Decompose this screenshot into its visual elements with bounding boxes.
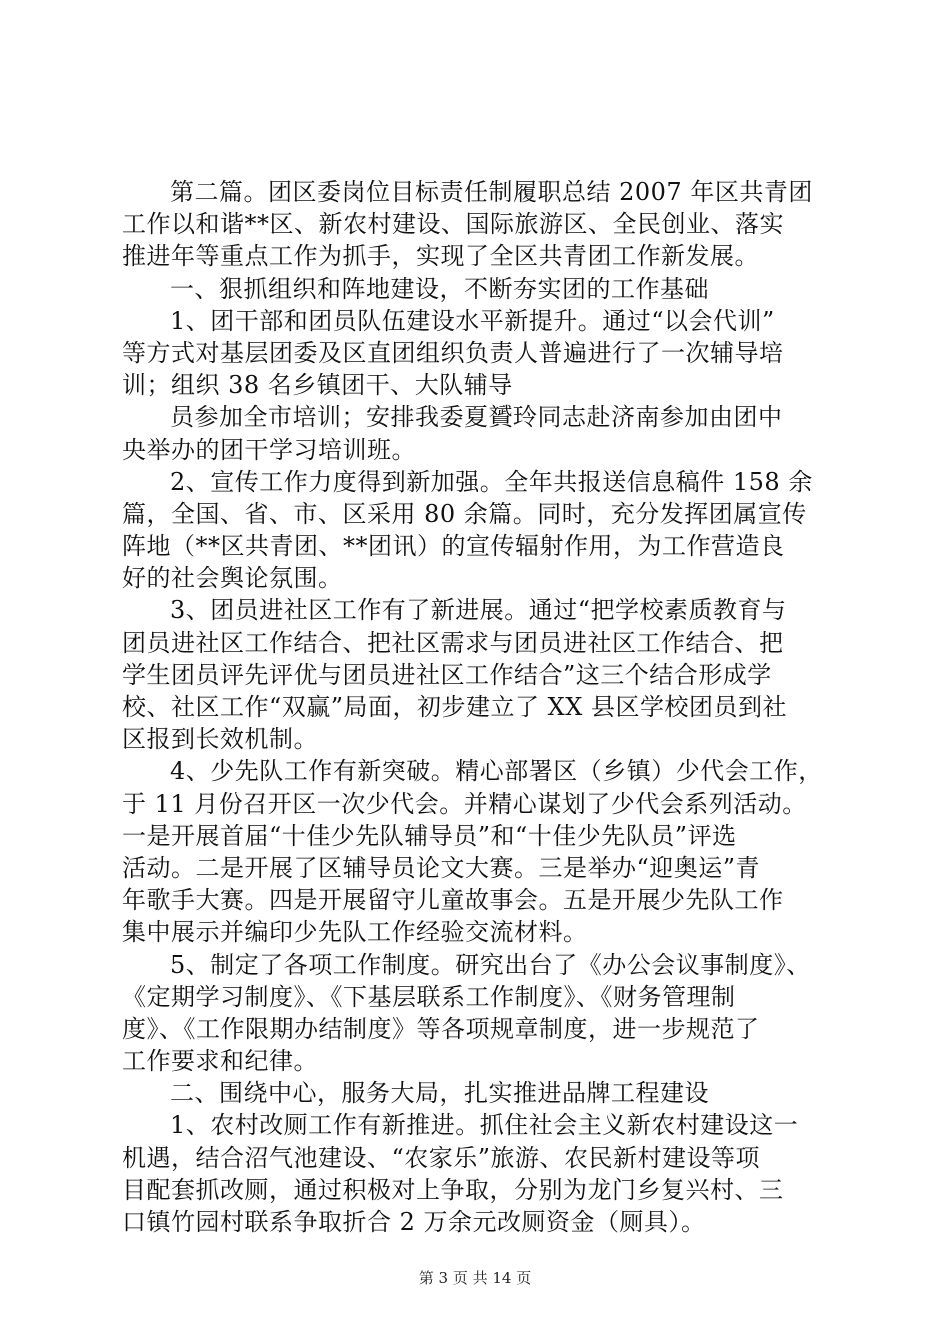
- text-line: 央举办的团干学习培训班。: [122, 435, 416, 464]
- page-footer: 第 3 页 共 14 页: [418, 1269, 532, 1287]
- text-line: 1、团干部和团员队伍建设水平新提升。通过“以会代训”: [170, 306, 775, 335]
- text-line: 等方式对基层团委及区直团组织负责人普遍进行了一次辅导培: [122, 338, 784, 367]
- text-line: 目配套抓改厕，通过积极对上争取，分别为龙门乡复兴村、三: [122, 1175, 784, 1204]
- text-line: 一、狠抓组织和阵地建设，不断夯实团的工作基础: [170, 274, 709, 303]
- text-line: 年歌手大赛。四是开展留守儿童故事会。五是开展少先队工作: [122, 886, 784, 915]
- text-line: 《定期学习制度》、《下基层联系工作制度》、《财务管理制: [122, 982, 736, 1011]
- text-line: 一是开展首届“十佳少先队辅导员”和“十佳少先队员”评选: [122, 821, 737, 850]
- text-line: 机遇，结合沼气池建设、“农家乐”旅游、农民新村建设等项: [122, 1143, 761, 1172]
- text-line: 口镇竹园村联系争取折合 2 万余元改厕资金（厕具）。: [122, 1208, 706, 1236]
- text-line: 工作要求和纪律。: [122, 1047, 318, 1076]
- text-line: 2、宣传工作力度得到新加强。全年共报送信息稿件 158 余: [170, 467, 813, 496]
- text-line: 训；组织 38 名乡镇团干、大队辅导: [122, 371, 513, 400]
- text-line: 区报到长效机制。: [122, 725, 318, 754]
- text-line: 3、团员进社区工作有了新进展。通过“把学校素质教育与: [170, 596, 787, 625]
- text-line: 好的社会舆论氛围。: [122, 564, 343, 593]
- text-line: 集中展示并编印少先队工作经验交流材料。: [122, 918, 588, 947]
- text-line: 于 11 月份召开区一次少代会。并精心谋划了少代会系列活动。: [122, 789, 807, 818]
- text-line: 推进年等重点工作为抓手，实现了全区共青团工作新发展。: [122, 242, 759, 271]
- text-line: 篇，全国、省、市、区采用 80 余篇。同时，充分发挥团属宣传: [122, 499, 807, 528]
- text-line: 校、社区工作“双赢”局面，初步建立了 XX 县区学校团员到社: [122, 693, 787, 721]
- text-line: 团员进社区工作结合、把社区需求与团员进社区工作结合、把: [122, 628, 784, 657]
- text-line: 阵地（**区共青团、**团讯）的宣传辐射作用，为工作营造良: [122, 532, 785, 561]
- text-line: 学生团员评先评优与团员进社区工作结合”这三个结合形成学: [122, 660, 772, 689]
- text-line: 度》、《工作限期办结制度》等各项规章制度，进一步规范了: [122, 1014, 760, 1043]
- text-line: 活动。二是开展了区辅导员论文大赛。三是举办“迎奥运”青: [122, 853, 761, 882]
- text-line: 员参加全市培训；安排我委夏贇玲同志赴济南参加由团中: [170, 403, 783, 432]
- text-line: 1、农村改厕工作有新推进。抓住社会主义新农村建设这一: [170, 1111, 799, 1140]
- text-line: 二、围绕中心，服务大局，扎实推进品牌工程建设: [170, 1079, 709, 1108]
- text-line: 工作以和谐**区、新农村建设、国际旅游区、全民创业、落实: [122, 210, 784, 239]
- text-line: 第二篇。团区委岗位目标责任制履职总结 2007 年区共青团: [170, 178, 813, 206]
- document-body: [122, 176, 834, 1238]
- text-line: 4、少先队工作有新突破。精心部署区（乡镇）少代会工作，: [170, 757, 823, 786]
- text-line: 5、制定了各项工作制度。研究出台了《办公会议事制度》、: [170, 950, 811, 979]
